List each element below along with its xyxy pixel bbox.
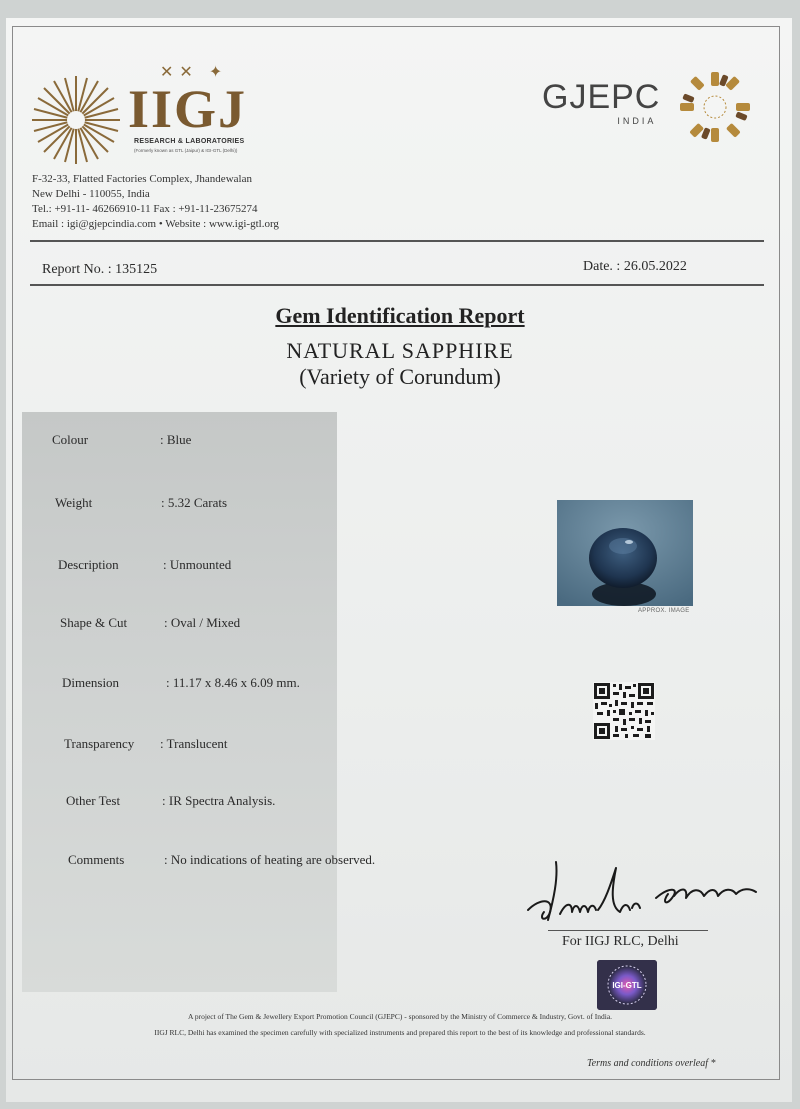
terms-note: Terms and conditions overleaf * (587, 1058, 716, 1069)
logo-subnote: (Formerly known as GTL (Jaipur) & IGI-GTL (Delhi)) (134, 148, 238, 153)
property-row (68, 852, 375, 868)
hologram-seal (597, 960, 657, 1010)
gjepc-emblem-icon (678, 70, 752, 144)
address-line: F-32-33, Flatted Factories Complex, Jhandewalan (32, 173, 252, 185)
signature-line (548, 930, 708, 931)
property-row (66, 793, 275, 809)
header-divider (30, 240, 764, 242)
property-row (62, 675, 300, 691)
property-label: Weight (55, 495, 93, 510)
property-label: Description (58, 557, 119, 572)
property-value: : Translucent (160, 736, 228, 751)
property-row (52, 432, 191, 448)
property-value: : 11.17 x 8.46 x 6.09 mm. (166, 675, 300, 690)
property-row (60, 615, 240, 631)
stars-icon: ✕✕ ✦ (160, 64, 229, 81)
property-row (64, 736, 228, 752)
property-label: Colour (52, 432, 89, 447)
gjepc-wordmark: GJEPC (542, 78, 661, 116)
property-value: : No indications of heating are observed. (164, 852, 376, 867)
report-number: Report No. : 135125 (42, 262, 158, 277)
property-label: Shape & Cut (60, 615, 128, 630)
sapphire-image (557, 500, 693, 606)
property-label: Other Test (66, 793, 121, 808)
report-divider (30, 284, 764, 286)
iigj-logo (28, 64, 268, 164)
property-label: Dimension (62, 675, 120, 690)
gjepc-country: INDIA (617, 116, 657, 126)
iigj-wordmark: IIGJ (128, 79, 248, 139)
hologram-icon (597, 960, 657, 1010)
qr-code-icon[interactable] (593, 682, 655, 740)
property-value: : Oval / Mixed (164, 615, 241, 630)
address-line: New Delhi - 110055, India (32, 188, 150, 200)
gem-photo (557, 500, 693, 606)
property-label: Comments (68, 852, 125, 867)
report-title: Gem Identification Report (275, 303, 525, 328)
svg-text:IGI-GTL: IGI-GTL (612, 981, 642, 990)
property-value: : Blue (160, 432, 192, 447)
gem-variety: (Variety of Corundum) (299, 364, 501, 389)
property-row (55, 495, 227, 511)
gjepc-logo (542, 80, 660, 126)
gem-name: NATURAL SAPPHIRE (286, 338, 514, 363)
sunburst-icon (28, 72, 124, 168)
logo-subtitle: RESEARCH & LABORATORIES (134, 138, 245, 145)
signature-image (520, 858, 765, 938)
property-value: : IR Spectra Analysis. (162, 793, 276, 808)
property-row (58, 557, 231, 573)
property-value: : 5.32 Carats (161, 495, 228, 510)
footer-line: IIGJ RLC, Delhi has examined the specimen carefully with specialized instruments and prepared this report to the best of its knowledge and professional standards. (154, 1028, 646, 1037)
property-label: Transparency (64, 736, 135, 751)
address-line: Tel.: +91-11- 46266910-11 Fax : +91-11-23675274 (32, 203, 258, 215)
footer-line: A project of The Gem & Jewellery Export Promotion Council (GJEPC) - sponsored by the Ministry of Commerce & Industry, Govt. of India. (187, 1012, 613, 1021)
photo-caption: APPROX. IMAGE (638, 608, 690, 614)
property-value: : Unmounted (163, 557, 232, 572)
report-date: Date. : 26.05.2022 (583, 259, 687, 274)
address-line: Email : igi@gjepcindia.com • Website : www.igi-gtl.org (32, 218, 279, 230)
signatory-label: For IIGJ RLC, Delhi (562, 934, 679, 949)
lab-address (32, 172, 279, 232)
